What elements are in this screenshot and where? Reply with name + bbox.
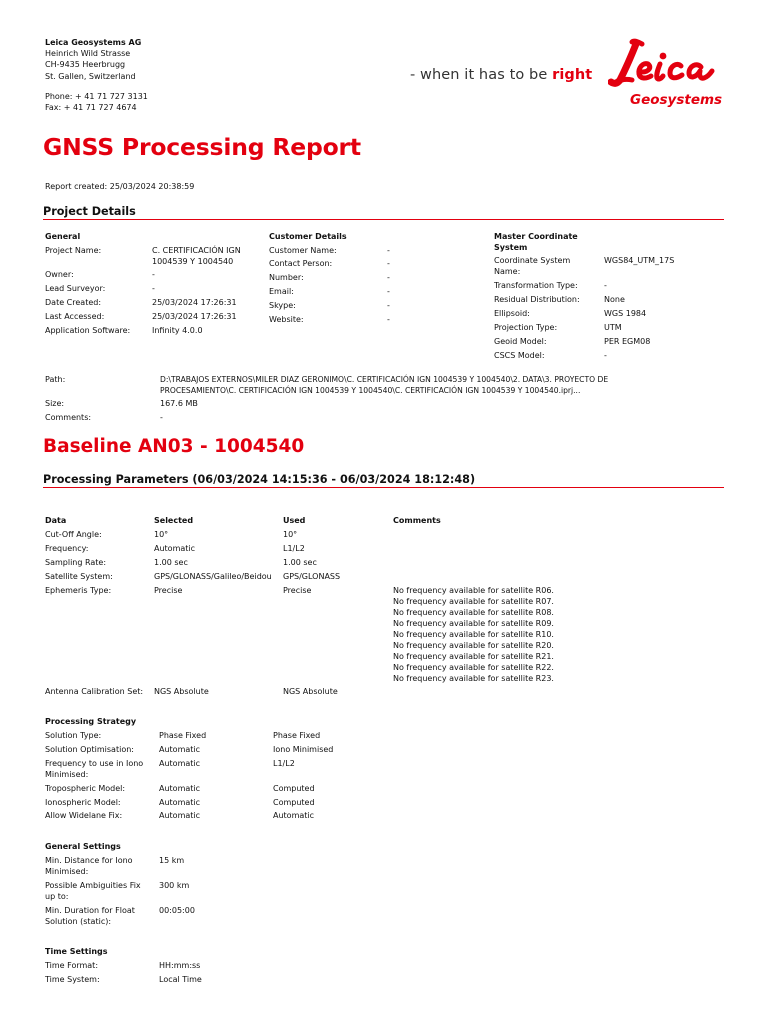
column-header-selected: Selected	[154, 516, 194, 525]
data-row-label: Satellite System:	[45, 572, 113, 581]
data-row-used: L1/L2	[283, 544, 305, 553]
strategy-used: L1/L2	[273, 759, 295, 768]
path-value: PROCESAMIENTO\C. CERTIFICACIÓN IGN 1004539 Y 1004540\C. CERTIFICACIÓN IGN 1004539 Y 1004540.iprj...	[160, 386, 581, 395]
column-header-used: Used	[283, 516, 306, 525]
settings-value: 00:05:00	[159, 906, 195, 915]
data-row-used: NGS Absolute	[283, 687, 338, 696]
processing-parameters-title: Processing Parameters (06/03/2024 14:15:36 - 06/03/2024 18:12:48)	[43, 473, 476, 486]
settings-value: 300 km	[159, 881, 190, 890]
strategy-selected: Automatic	[159, 759, 201, 768]
time-value: Local Time	[159, 975, 202, 984]
comment-line: No frequency available for satellite R10.	[393, 630, 554, 639]
data-row-selected: 10°	[154, 530, 169, 539]
master-value: -	[604, 351, 607, 360]
column-header-data: Data	[45, 516, 67, 525]
section-divider	[43, 219, 724, 220]
tagline-highlight: right	[552, 67, 593, 83]
general-value: -	[152, 270, 155, 279]
master-value: UTM	[604, 323, 622, 332]
general-label: Application Software:	[45, 326, 131, 335]
data-row-used: GPS/GLONASS	[283, 572, 341, 581]
strategy-label: Ionospheric Model:	[45, 798, 121, 807]
master-value: PER EGM08	[604, 337, 651, 346]
data-row-selected: GPS/GLONASS/Galileo/Beidou	[154, 572, 272, 581]
project-details-title: Project Details	[43, 205, 136, 218]
settings-label: up to:	[45, 892, 69, 901]
strategy-used: Computed	[273, 784, 315, 793]
report-title: GNSS Processing Report	[43, 133, 361, 161]
strategy-used: Computed	[273, 798, 315, 807]
tagline	[410, 67, 592, 83]
strategy-label: Allow Widelane Fix:	[45, 811, 123, 820]
customer-value: -	[387, 315, 390, 324]
strategy-label: Tropospheric Model:	[45, 784, 126, 793]
general-label: Date Created:	[45, 298, 102, 307]
data-row-used: 1.00 sec	[283, 558, 317, 567]
customer-heading: Customer Details	[269, 232, 347, 241]
phone-number: Phone: + 41 71 727 3131	[45, 92, 148, 101]
data-row-used: Precise	[283, 586, 312, 595]
size-label: Size:	[45, 399, 65, 408]
company-address	[45, 37, 141, 82]
master-label: Transformation Type:	[494, 281, 578, 290]
time-settings-heading: Time Settings	[45, 947, 108, 956]
data-row-label: Ephemeris Type:	[45, 586, 112, 595]
customer-value: -	[387, 246, 390, 255]
master-value: WGS 1984	[604, 309, 647, 318]
general-value: 25/03/2024 17:26:31	[152, 298, 237, 307]
settings-label: Min. Duration for Float	[45, 906, 135, 915]
comments-label: Comments:	[45, 413, 92, 422]
general-label: Last Accessed:	[45, 312, 105, 321]
comment-line: No frequency available for satellite R06.	[393, 586, 554, 595]
company-contacts	[45, 92, 148, 114]
time-label: Time Format:	[45, 961, 99, 970]
strategy-selected: Automatic	[159, 784, 201, 793]
customer-label: Number:	[269, 273, 304, 282]
strategy-selected: Phase Fixed	[159, 731, 207, 740]
strategy-selected: Automatic	[159, 798, 201, 807]
data-row-selected: 1.00 sec	[154, 558, 188, 567]
data-row-label: Frequency:	[45, 544, 89, 553]
master-heading: System	[494, 243, 528, 252]
customer-label: Contact Person:	[269, 259, 333, 268]
address-line: CH-9435 Heerbrugg	[45, 60, 126, 70]
time-value: HH:mm:ss	[159, 961, 201, 970]
customer-label: Email:	[269, 287, 294, 296]
general-label: Owner:	[45, 270, 74, 279]
customer-label: Customer Name:	[269, 246, 337, 255]
general-label: Lead Surveyor:	[45, 284, 106, 293]
comment-line: No frequency available for satellite R20.	[393, 641, 554, 650]
data-row-selected: Precise	[154, 586, 183, 595]
comment-line: No frequency available for satellite R07.	[393, 597, 554, 606]
customer-value: -	[387, 259, 390, 268]
path-label: Path:	[45, 375, 66, 384]
baseline-title: Baseline AN03 - 1004540	[43, 436, 305, 457]
customer-value: -	[387, 287, 390, 296]
master-label: Coordinate System	[494, 256, 571, 265]
strategy-heading: Processing Strategy	[45, 717, 137, 726]
address-line: Heinrich Wild Strasse	[45, 49, 131, 59]
tagline-prefix: - when it has to be	[410, 67, 553, 83]
path-value: D:\TRABAJOS EXTERNOS\MILER DIAZ GERONIMO\C. CERTIFICACIÓN IGN 1004539 Y 1004540\2. DATA\3. PROYECTO DE	[160, 375, 609, 384]
fax-number: Fax: + 41 71 727 4674	[45, 102, 137, 112]
comment-line: No frequency available for satellite R08.	[393, 608, 554, 617]
size-value: 167.6 MB	[160, 399, 198, 408]
master-label: Geoid Model:	[494, 337, 547, 346]
comment-line: No frequency available for satellite R22.	[393, 663, 554, 672]
strategy-label: Minimised:	[45, 770, 89, 779]
data-row-label: Sampling Rate:	[45, 558, 107, 567]
section-divider	[43, 487, 724, 488]
company-name: Leica Geosystems AG	[45, 38, 142, 47]
general-value: 1004539 Y 1004540	[152, 257, 234, 266]
general-heading: General	[45, 232, 81, 241]
time-label: Time System:	[45, 975, 100, 984]
comments-value: -	[160, 413, 163, 422]
strategy-used: Phase Fixed	[273, 731, 321, 740]
logo-subtitle: Geosystems	[630, 92, 723, 108]
strategy-selected: Automatic	[159, 745, 201, 754]
general-value: C. CERTIFICACIÓN IGN	[152, 246, 241, 255]
strategy-used: Automatic	[273, 811, 315, 820]
master-label: Residual Distribution:	[494, 295, 580, 304]
general-settings-heading: General Settings	[45, 842, 121, 851]
general-value: 25/03/2024 17:26:31	[152, 312, 237, 321]
report-created: Report created: 25/03/2024 20:38:59	[45, 182, 195, 191]
customer-label: Website:	[269, 315, 304, 324]
strategy-label: Solution Type:	[45, 731, 102, 740]
master-label: CSCS Model:	[494, 351, 545, 360]
general-label: Project Name:	[45, 246, 102, 255]
data-row-selected: Automatic	[154, 544, 196, 553]
general-value: -	[152, 284, 155, 293]
comment-line: No frequency available for satellite R21.	[393, 652, 554, 661]
column-header-comments: Comments	[393, 516, 441, 525]
master-value: WGS84_UTM_17S	[604, 256, 675, 265]
data-row-selected: NGS Absolute	[154, 687, 209, 696]
settings-value: 15 km	[159, 856, 185, 865]
master-label: Name:	[494, 267, 521, 276]
strategy-label: Solution Optimisation:	[45, 745, 134, 754]
master-label: Projection Type:	[494, 323, 558, 332]
strategy-used: Iono Minimised	[273, 745, 334, 754]
master-value: -	[604, 281, 607, 290]
settings-label: Solution (static):	[45, 917, 112, 926]
master-value: None	[604, 295, 625, 304]
settings-label: Minimised:	[45, 867, 89, 876]
comment-line: No frequency available for satellite R23.	[393, 674, 554, 683]
master-label: Ellipsoid:	[494, 309, 530, 318]
general-value: Infinity 4.0.0	[152, 326, 203, 335]
comment-line: No frequency available for satellite R09.	[393, 619, 554, 628]
data-row-label: Antenna Calibration Set:	[45, 687, 144, 696]
customer-value: -	[387, 273, 390, 282]
strategy-selected: Automatic	[159, 811, 201, 820]
data-row-label: Cut-Off Angle:	[45, 530, 102, 539]
customer-value: -	[387, 301, 390, 310]
settings-label: Min. Distance for Iono	[45, 856, 133, 865]
customer-label: Skype:	[269, 301, 296, 310]
data-row-used: 10°	[283, 530, 298, 539]
leica-logo	[608, 36, 726, 112]
address-line: St. Gallen, Switzerland	[45, 71, 136, 81]
master-heading: Master Coordinate	[494, 232, 578, 241]
settings-label: Possible Ambiguities Fix	[45, 881, 141, 890]
strategy-label: Frequency to use in Iono	[45, 759, 144, 768]
